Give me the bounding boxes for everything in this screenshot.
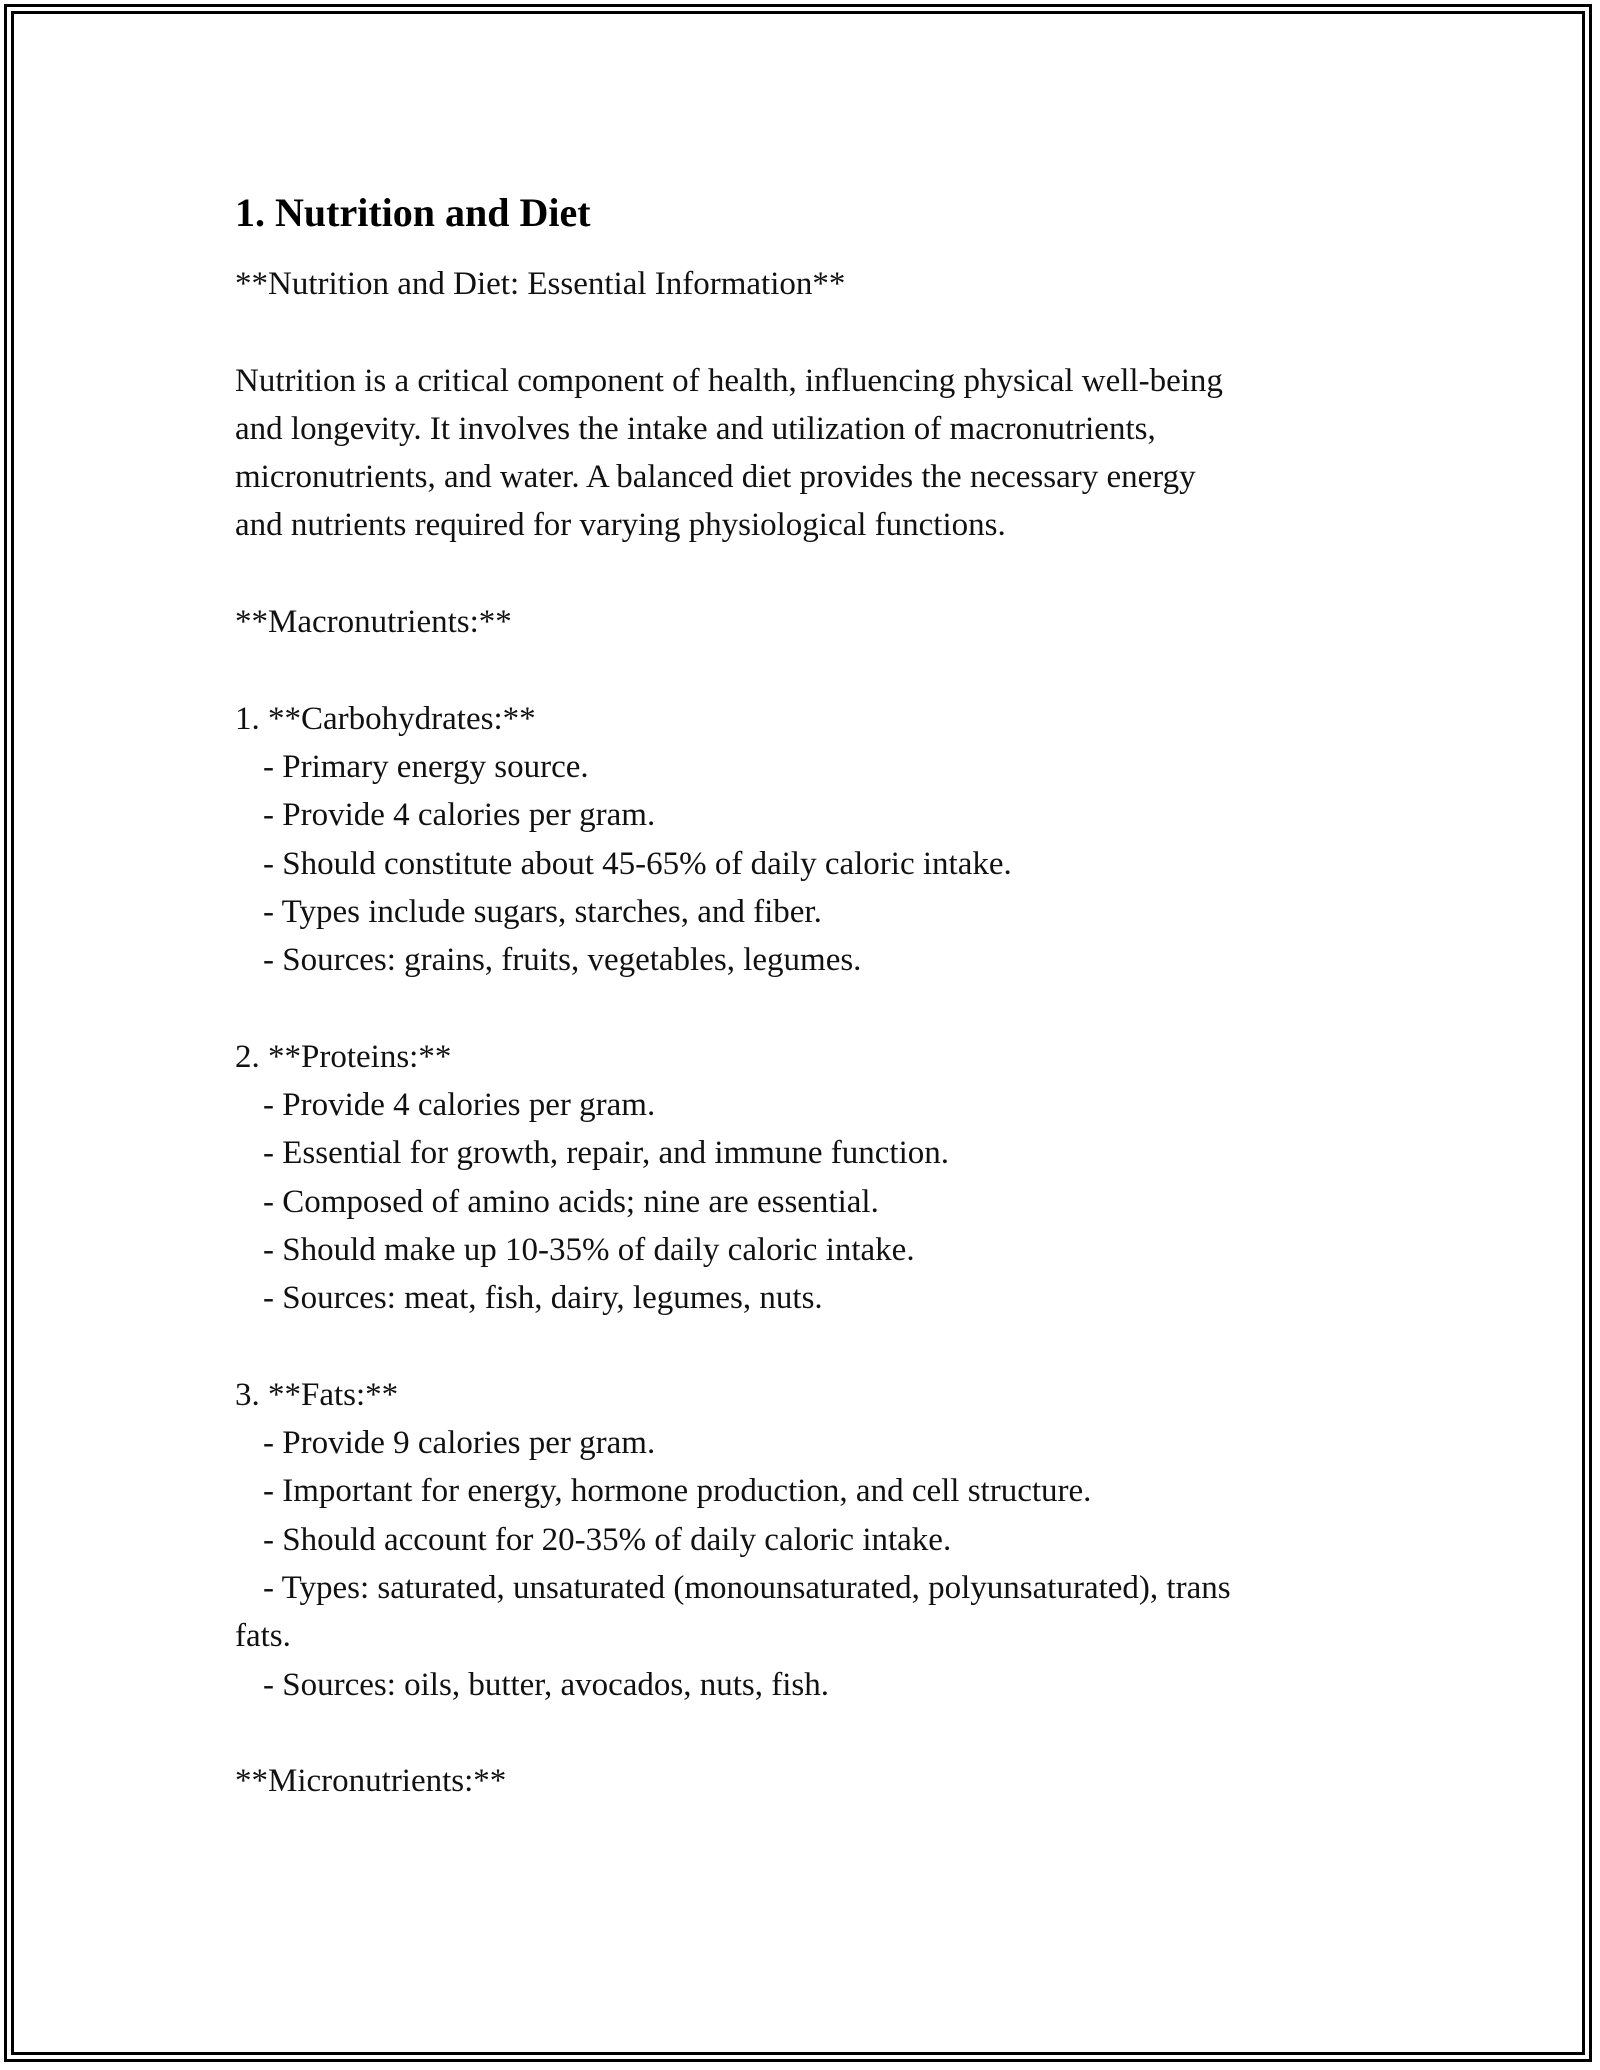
paragraph-gap <box>235 1323 1355 1371</box>
micronutrients-label: **Micronutrients:** <box>235 1763 507 1800</box>
paragraph-gap <box>235 1709 1355 1757</box>
intro-line: micronutrients, and water. A balanced diet provides the necessary energy <box>235 459 1196 496</box>
carbohydrates-item: - Should constitute about 45-65% of daily caloric intake. <box>263 845 1012 882</box>
fats-item-continuation: fats. <box>235 1618 291 1655</box>
paragraph-gap <box>235 308 1355 356</box>
intro-line: Nutrition is a critical component of health, influencing physical well-being <box>235 362 1223 399</box>
fats-item: - Provide 9 calories per gram. <box>263 1425 656 1462</box>
fats-item: - Should account for 20-35% of daily caloric intake. <box>263 1521 952 1558</box>
proteins-item: - Provide 4 calories per gram. <box>263 1087 656 1124</box>
proteins-item: - Sources: meat, fish, dairy, legumes, nuts. <box>263 1280 823 1317</box>
fats-title: 3. **Fats:** <box>235 1376 399 1413</box>
carbohydrates-item: - Types include sugars, starches, and fiber. <box>263 893 822 930</box>
proteins-item: - Should make up 10-35% of daily caloric intake. <box>263 1231 915 1268</box>
document-subtitle: **Nutrition and Diet: Essential Information** <box>235 266 846 302</box>
intro-line: and nutrients required for varying physiological functions. <box>235 507 1006 544</box>
fats-item: - Types: saturated, unsaturated (monounsaturated, polyunsaturated), trans <box>263 1570 1231 1607</box>
paragraph-gap <box>235 984 1355 1032</box>
section-heading: 1. Nutrition and Diet <box>235 190 591 235</box>
paragraph-gap <box>235 550 1355 598</box>
paragraph-gap <box>235 646 1355 694</box>
fats-item: - Sources: oils, butter, avocados, nuts, fish. <box>263 1666 830 1703</box>
proteins-title: 2. **Proteins:** <box>235 1038 452 1075</box>
intro-line: and longevity. It involves the intake and utilization of macronutrients, <box>235 410 1156 447</box>
proteins-item: - Essential for growth, repair, and immune function. <box>263 1135 949 1172</box>
proteins-item: - Composed of amino acids; nine are essential. <box>263 1183 879 1220</box>
carbohydrates-title: 1. **Carbohydrates:** <box>235 700 536 737</box>
carbohydrates-item: - Primary energy source. <box>263 748 589 785</box>
carbohydrates-item: - Provide 4 calories per gram. <box>263 797 656 834</box>
document-body <box>235 185 1355 1806</box>
fats-item: - Important for energy, hormone production, and cell structure. <box>263 1473 1092 1510</box>
macronutrients-label: **Macronutrients:** <box>235 604 512 641</box>
carbohydrates-item: - Sources: grains, fruits, vegetables, legumes. <box>263 942 862 979</box>
